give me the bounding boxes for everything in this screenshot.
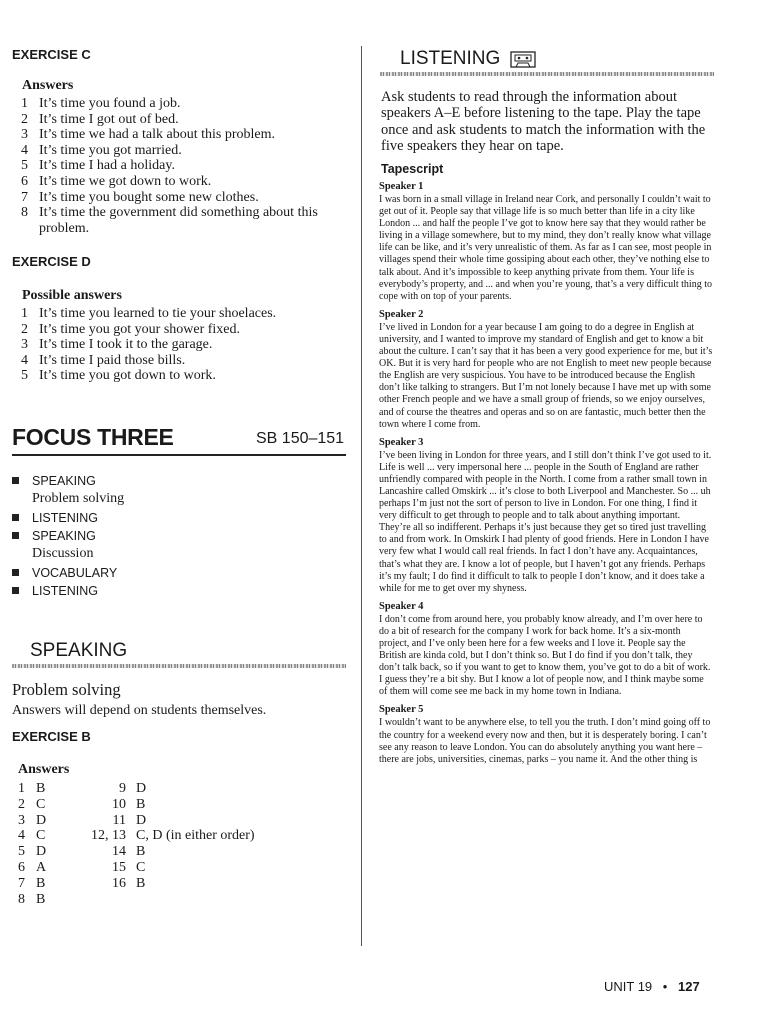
answer-item (21, 337, 341, 353)
answer-key-letter: B (136, 844, 146, 860)
bullet-icon (12, 477, 19, 484)
listening-instructions: Ask students to read through the information about speakers A–E before listening to the tape. Play the tape once and ask students to match the information with the five speakers they hear on tape. (381, 89, 706, 155)
answer-key-row (84, 844, 255, 860)
answer-number: 6 (21, 173, 28, 189)
answer-item (21, 174, 341, 190)
exercise-b-heading: EXERCISE B (12, 729, 91, 744)
speaker-label: Speaker 2 (379, 308, 424, 320)
answer-number: 2 (21, 321, 28, 337)
answer-key-letter: B (36, 781, 46, 796)
answer-number: 4 (21, 352, 28, 368)
speaker-block (379, 309, 713, 431)
answer-key-row (18, 892, 46, 908)
answer-text: It’s time you bought some new clothes. (39, 189, 259, 205)
answer-text: It’s time I had a holiday. (39, 158, 175, 174)
answer-key-letter: B (36, 891, 46, 907)
speaker-transcript: I don’t come from around here, you probably know already, and I’m over here to do a bit of research for the company I work for back home. It’s a six-month project, and I’ve only been here for a few weeks and I love it. People say the British are kinda cold, but I don’t think so. But I do find if you don’t talk, they don’t talk back, so if you want to get to know them, you’ve got to do a bit of work. I guess they’re a bit shy. But I know a lot of people now, and I think maybe some of them will come see me back in my home town in Indiana. (379, 613, 711, 698)
answer-key-row (84, 797, 255, 813)
page-number: 127 (677, 979, 700, 994)
answer-key-row (18, 860, 46, 876)
answer-key-row (84, 813, 255, 829)
answer-number: 5 (21, 158, 28, 174)
focus-item-label: LISTENING (32, 510, 98, 525)
answer-key-letter: C, D (in either order) (136, 828, 255, 844)
speaker-block (379, 437, 713, 595)
answer-key-row (18, 844, 46, 860)
answer-text: It’s time we had a talk about this problem. (39, 127, 276, 143)
answer-text: It’s time you got your shower fixed. (39, 321, 241, 337)
speaker-label: Speaker 1 (379, 181, 424, 192)
speaker-block (379, 704, 713, 765)
answer-item (21, 143, 341, 159)
answer-key-letter: D (36, 812, 47, 828)
answer-item (21, 306, 341, 322)
answer-key-letter: C (36, 796, 46, 812)
answer-key-row (84, 860, 255, 876)
answer-key-number: 9 (119, 781, 126, 796)
answer-key-number: 5 (18, 844, 25, 860)
tapescript-speakers (379, 181, 713, 772)
answer-number: 1 (21, 96, 28, 111)
speaker-label: Speaker 4 (379, 600, 424, 612)
answer-key-letter: C (36, 828, 46, 844)
speaking-section-title: SPEAKING (30, 640, 128, 661)
answer-number: 2 (21, 111, 28, 127)
answer-item (21, 158, 341, 174)
column-divider (361, 46, 362, 946)
answer-key-letter: C (136, 859, 146, 875)
answer-key-number: 14 (112, 844, 126, 860)
answer-item (21, 322, 341, 338)
section-title-stripe (12, 664, 346, 668)
answer-number: 7 (21, 189, 28, 205)
answer-key-letter: D (36, 844, 47, 860)
focus-item-label: SPEAKING (32, 474, 96, 488)
answer-number: 3 (21, 127, 28, 143)
exercise-b-answers-label: Answers (18, 762, 70, 777)
focus-item-listening-2 (12, 582, 332, 601)
footer-separator: • (662, 979, 668, 994)
exercise-d-answer-list (21, 306, 341, 384)
answer-key-row (84, 828, 255, 844)
bullet-icon (12, 587, 19, 594)
answer-key-number: 8 (18, 891, 25, 907)
answer-number: 3 (21, 337, 28, 353)
answer-text: It’s time you learned to tie your shoelaces. (39, 306, 277, 321)
answer-text: It’s time you found a job. (39, 96, 181, 111)
exercise-d-answers-label: Possible answers (22, 288, 122, 303)
focus-item-label: VOCABULARY (32, 565, 118, 580)
answer-item (21, 190, 341, 206)
answer-item (21, 205, 341, 236)
unit-label: UNIT 19 (604, 979, 653, 994)
speaking-subtitle: Problem solving (12, 680, 121, 699)
answer-number: 1 (21, 306, 28, 321)
answer-text: It’s time you got down to work. (39, 368, 216, 384)
answer-key-row (18, 781, 46, 797)
bullet-icon (12, 569, 19, 576)
answer-key-number: 1 (18, 781, 25, 796)
answer-key-row (18, 813, 46, 829)
answer-key-number: 4 (18, 828, 25, 844)
speaking-note: Answers will depend on students themselves. (12, 703, 267, 718)
answer-key-row (18, 876, 46, 892)
answer-key-letter: D (136, 781, 147, 796)
exercise-d-heading: EXERCISE D (12, 254, 91, 269)
answer-key-letter: D (136, 812, 147, 828)
answer-text: It’s time I got out of bed. (39, 111, 179, 127)
speaker-transcript: I was born in a small village in Ireland near Cork, and personally I couldn’t wait to get out of it. People say that village life is so much better than life in a city like London ... and half the people I’ve got to know here say that they would rather be living in a village somewhere, but to my mind, they don’t really know what village life can be like, and it’s very unrealistic of them. As far as I can see, most people in villages spend their whole time gossiping about each other, they’ve nothing else to talk about. And it’s impossible to keep anything private from them. Your life is everybody’s property, and ... and when you’re young, that’s a very difficult thing to cope with on top of your parents. (379, 194, 712, 302)
cassette-tape-icon (510, 51, 536, 68)
answer-item (21, 112, 341, 128)
speaker-block (379, 181, 713, 303)
answer-key-row (84, 876, 255, 892)
focus-item-subtitle: Discussion (32, 545, 94, 561)
focus-item-label: LISTENING (32, 584, 98, 598)
answer-key-letter: B (136, 796, 146, 812)
answer-key-row (84, 781, 255, 797)
answer-number: 5 (21, 368, 28, 384)
answer-key-number: 10 (112, 796, 126, 812)
page-footer (604, 979, 700, 994)
section-title-stripe (380, 72, 714, 76)
answer-number: 8 (21, 205, 28, 221)
speaker-transcript: I’ve been living in London for three years, and I still don’t think I’ve got used to it. Life is well ... very impersonal here ... people in the South of England are rather unfriendly compared with people in the North. I come from a rather small town in Lancashire called Omskirk ... it’s close to both Liverpool and Manchester. So ... uh perhaps I’m just not the sort of person to live in London. For one thing, I find it very difficult to get through to people and to talk about anything important. They’re all so indifferent. Perhaps it’s just because they get so tired just travelling to and from work. In Omskirk I had plenty of good friends. Here in London I have very few what I would call real friends. In fact I don’t have any. Acquaintances, that’s what they are. I know a lot of people, but I haven’t got any friends. Perhaps it’s my fault; I do find it difficult to talk to people I don’t know, and it does take a while for me to get over my shyness. (379, 449, 712, 594)
student-book-reference: SB 150–151 (256, 430, 345, 447)
speaker-label: Speaker 3 (379, 436, 424, 448)
answer-item (21, 368, 341, 384)
speaker-block (379, 601, 713, 699)
tapescript-heading: Tapescript (381, 162, 444, 176)
listening-title-row (400, 48, 536, 70)
focus-item-label: SPEAKING (32, 529, 96, 543)
focus-section-list (12, 472, 332, 601)
focus-item-vocabulary (12, 564, 332, 583)
exercise-c-answers-label: Answers (22, 78, 74, 93)
answer-key-row (18, 828, 46, 844)
answer-item (21, 353, 341, 369)
answer-item (21, 127, 341, 143)
bullet-icon (12, 514, 19, 521)
answer-key-number: 15 (112, 859, 126, 875)
answer-number: 4 (21, 142, 28, 158)
answer-key-letter: B (36, 875, 46, 891)
focus-item-listening (12, 509, 332, 528)
answer-key-number: 6 (18, 859, 25, 875)
answer-key-number: 3 (18, 812, 25, 828)
exercise-c-heading: EXERCISE C (12, 47, 91, 62)
answer-item (21, 96, 341, 112)
bullet-icon (12, 532, 19, 539)
answer-key-number: 7 (18, 875, 25, 891)
speaker-transcript: I’ve lived in London for a year because I am going to do a degree in English at university, and I wanted to improve my standard of English and get to know a bit about the culture. I can’t say that it has been a very good experience for me, but it’s OK. But it is very hard for people who are not English to meet new people because the English are very suspicious. You have to be introduced because the English don’t like talking to strangers. But I’m not lonely because I have met up with some other French people and we have a small group of friends, so we enjoy ourselves, and of course the theatres and operas and so on are fantastic, much better then the town where I come from. (379, 321, 713, 430)
answer-text: It’s time I paid those bills. (39, 352, 186, 368)
answer-key-number: 11 (112, 812, 126, 828)
answer-key-letter: B (136, 875, 146, 891)
answer-text: It’s time I took it to the garage. (39, 337, 213, 353)
focus-item-speaking-2 (12, 527, 332, 546)
answer-key-number: 2 (18, 796, 25, 812)
speaker-label: Speaker 5 (379, 704, 424, 716)
speaker-transcript: I wouldn’t want to be anywhere else, to tell you the truth. I don’t mind going off to the country for a weekend every now and then, but it is desperately boring. I can’t see any reason to leave London. You can do absolutely anything you want here – there are jobs, universities, cinemas, parks – you name it. And the other thing is (379, 717, 711, 765)
answer-text: It’s time we got down to work. (39, 173, 212, 189)
focus-divider (12, 454, 346, 456)
answer-key-number: 12, 13 (91, 828, 126, 844)
exercise-b-column-1 (18, 781, 46, 907)
answer-text: It’s time the government did something about this problem. (39, 205, 318, 236)
focus-item-subtitle: Problem solving (32, 490, 125, 506)
exercise-b-column-2 (84, 781, 255, 892)
answer-text: It’s time you got married. (39, 142, 182, 158)
exercise-c-answer-list (21, 96, 341, 236)
focus-three-title: FOCUS THREE (12, 424, 174, 450)
listening-section-title: LISTENING (400, 48, 501, 69)
answer-key-row (18, 797, 46, 813)
focus-item-speaking (12, 472, 332, 491)
answer-key-letter: A (36, 859, 47, 875)
answer-key-number: 16 (112, 875, 126, 891)
